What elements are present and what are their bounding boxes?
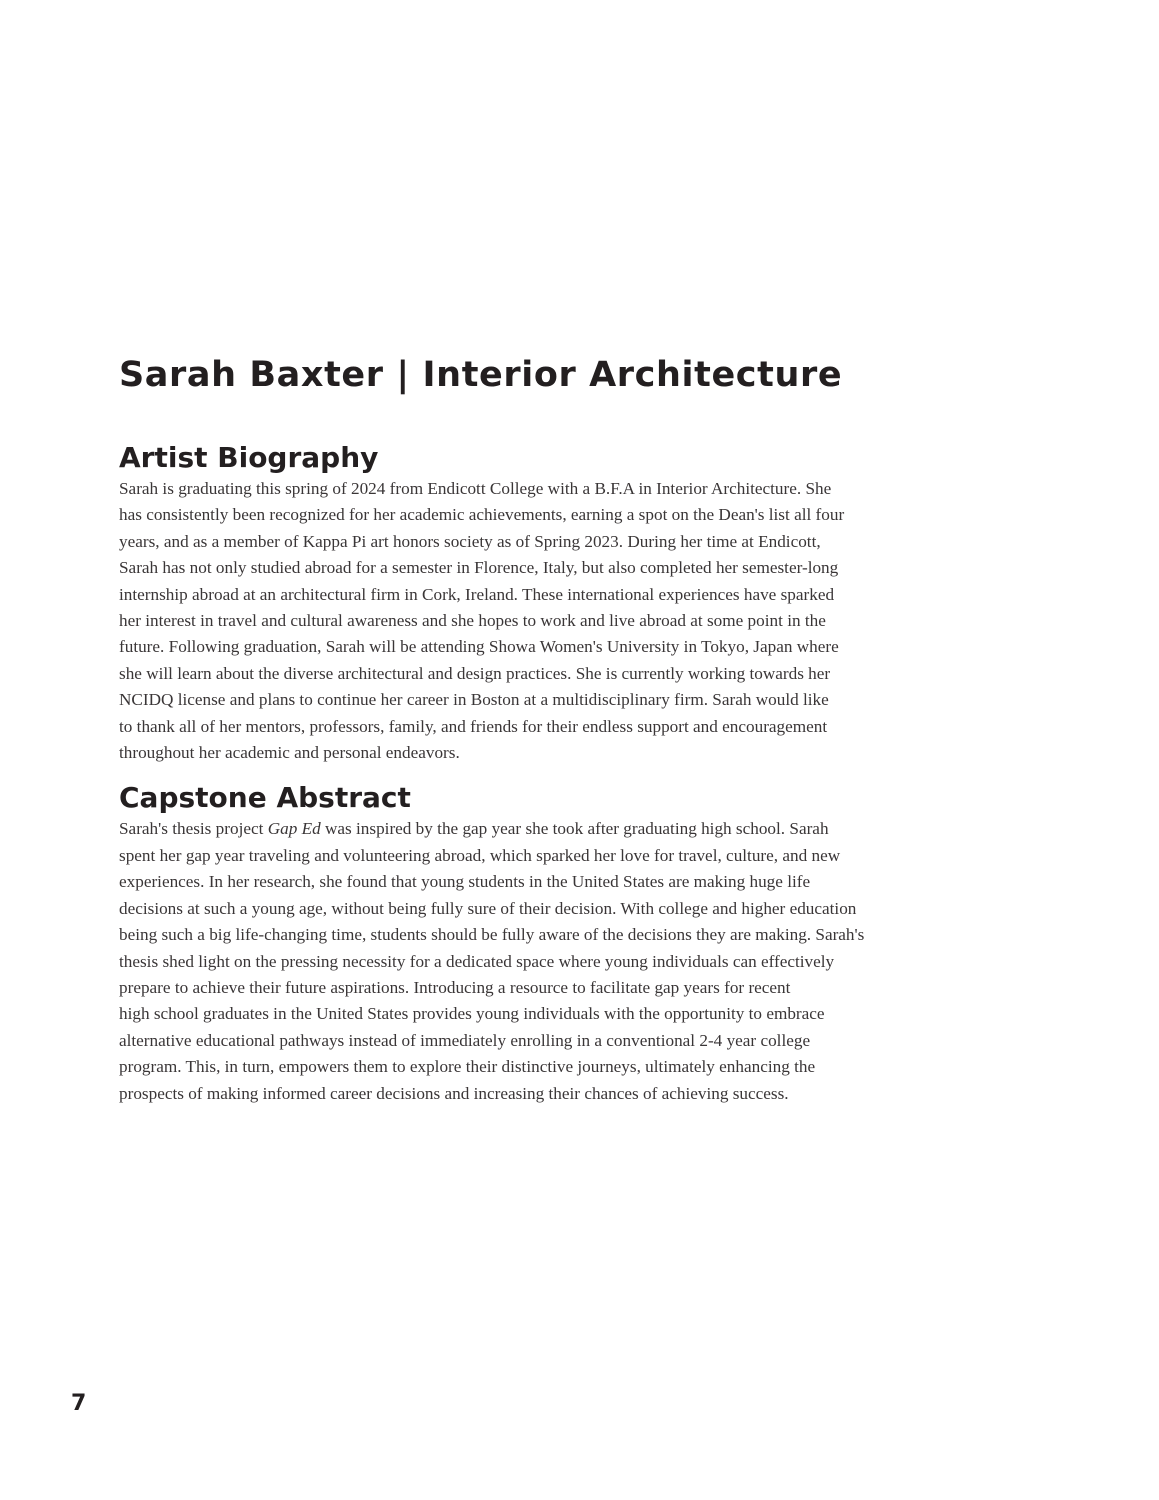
biography-line: Sarah is graduating this spring of 2024 from Endicott College with a B.F.A in Interior Architecture. She — [119, 479, 832, 498]
page-content — [119, 352, 979, 1107]
abstract-line — [119, 816, 979, 842]
biography-line: she will learn about the diverse architectural and design practices. She is currently working towards her — [119, 663, 831, 683]
biography-line: Sarah has not only studied abroad for a semester in Florence, Italy, but also completed her semester-long — [119, 558, 839, 578]
abstract-line: prepare to achieve their future aspirations. Introducing a resource to facilitate gap years for recent — [119, 977, 791, 997]
biography-line: to thank all of her mentors, professors, family, and friends for their endless support and encouragement — [119, 716, 828, 736]
biography-line: throughout her academic and personal endeavors. — [119, 743, 460, 763]
abstract-line: program. This, in turn, empowers them to explore their distinctive journeys, ultimately enhancing the — [119, 1057, 816, 1077]
abstract-line: alternative educational pathways instead of immediately enrolling in a conventional 2-4 year college — [119, 1030, 811, 1050]
abstract-paragraph — [119, 816, 979, 1106]
biography-heading: Artist Biography — [119, 441, 379, 474]
abstract-line-start: Sarah's thesis project — [119, 819, 268, 839]
page-title: Sarah Baxter | Interior Architecture — [119, 355, 843, 395]
abstract-line: spent her gap year traveling and volunteering abroad, which sparked her love for travel, culture, and new — [119, 845, 841, 865]
abstract-line: high school graduates in the United States provides young individuals with the opportunity to embrace — [119, 1004, 825, 1024]
abstract-line: thesis shed light on the pressing necessity for a dedicated space where young individuals can effectively — [119, 951, 835, 971]
abstract-line-end: was inspired by the gap year she took after graduating high school. Sarah — [320, 819, 829, 839]
biography-line: future. Following graduation, Sarah will be attending Showa Women's University in Tokyo, Japan where — [119, 637, 839, 657]
page-number: 7 — [71, 1391, 87, 1416]
abstract-line: being such a big life-changing time, students should be fully aware of the decisions they are making. Sarah's — [119, 925, 865, 945]
biography-line: years, and as a member of Kappa Pi art honors society as of Spring 2023. During her time at Endicott, — [119, 531, 821, 551]
biography-paragraph — [119, 476, 979, 766]
biography-line: has consistently been recognized for her academic achievements, earning a spot on the Dean's list all four — [119, 505, 845, 525]
abstract-line: prospects of making informed career decisions and increasing their chances of achieving success. — [119, 1083, 789, 1103]
biography-line: her interest in travel and cultural awareness and she hopes to work and live abroad at some point in the — [119, 611, 826, 631]
abstract-line: decisions at such a young age, without being fully sure of their decision. With college and higher education — [119, 898, 857, 918]
abstract-line: experiences. In her research, she found that young students in the United States are making huge life — [119, 872, 811, 892]
biography-line: internship abroad at an architectural firm in Cork, Ireland. These international experiences have sparked — [119, 584, 835, 604]
biography-line: NCIDQ license and plans to continue her career in Boston at a multidisciplinary firm. Sarah would like — [119, 690, 829, 710]
abstract-heading: Capstone Abstract — [119, 781, 411, 815]
project-title: Gap Ed — [267, 819, 321, 839]
